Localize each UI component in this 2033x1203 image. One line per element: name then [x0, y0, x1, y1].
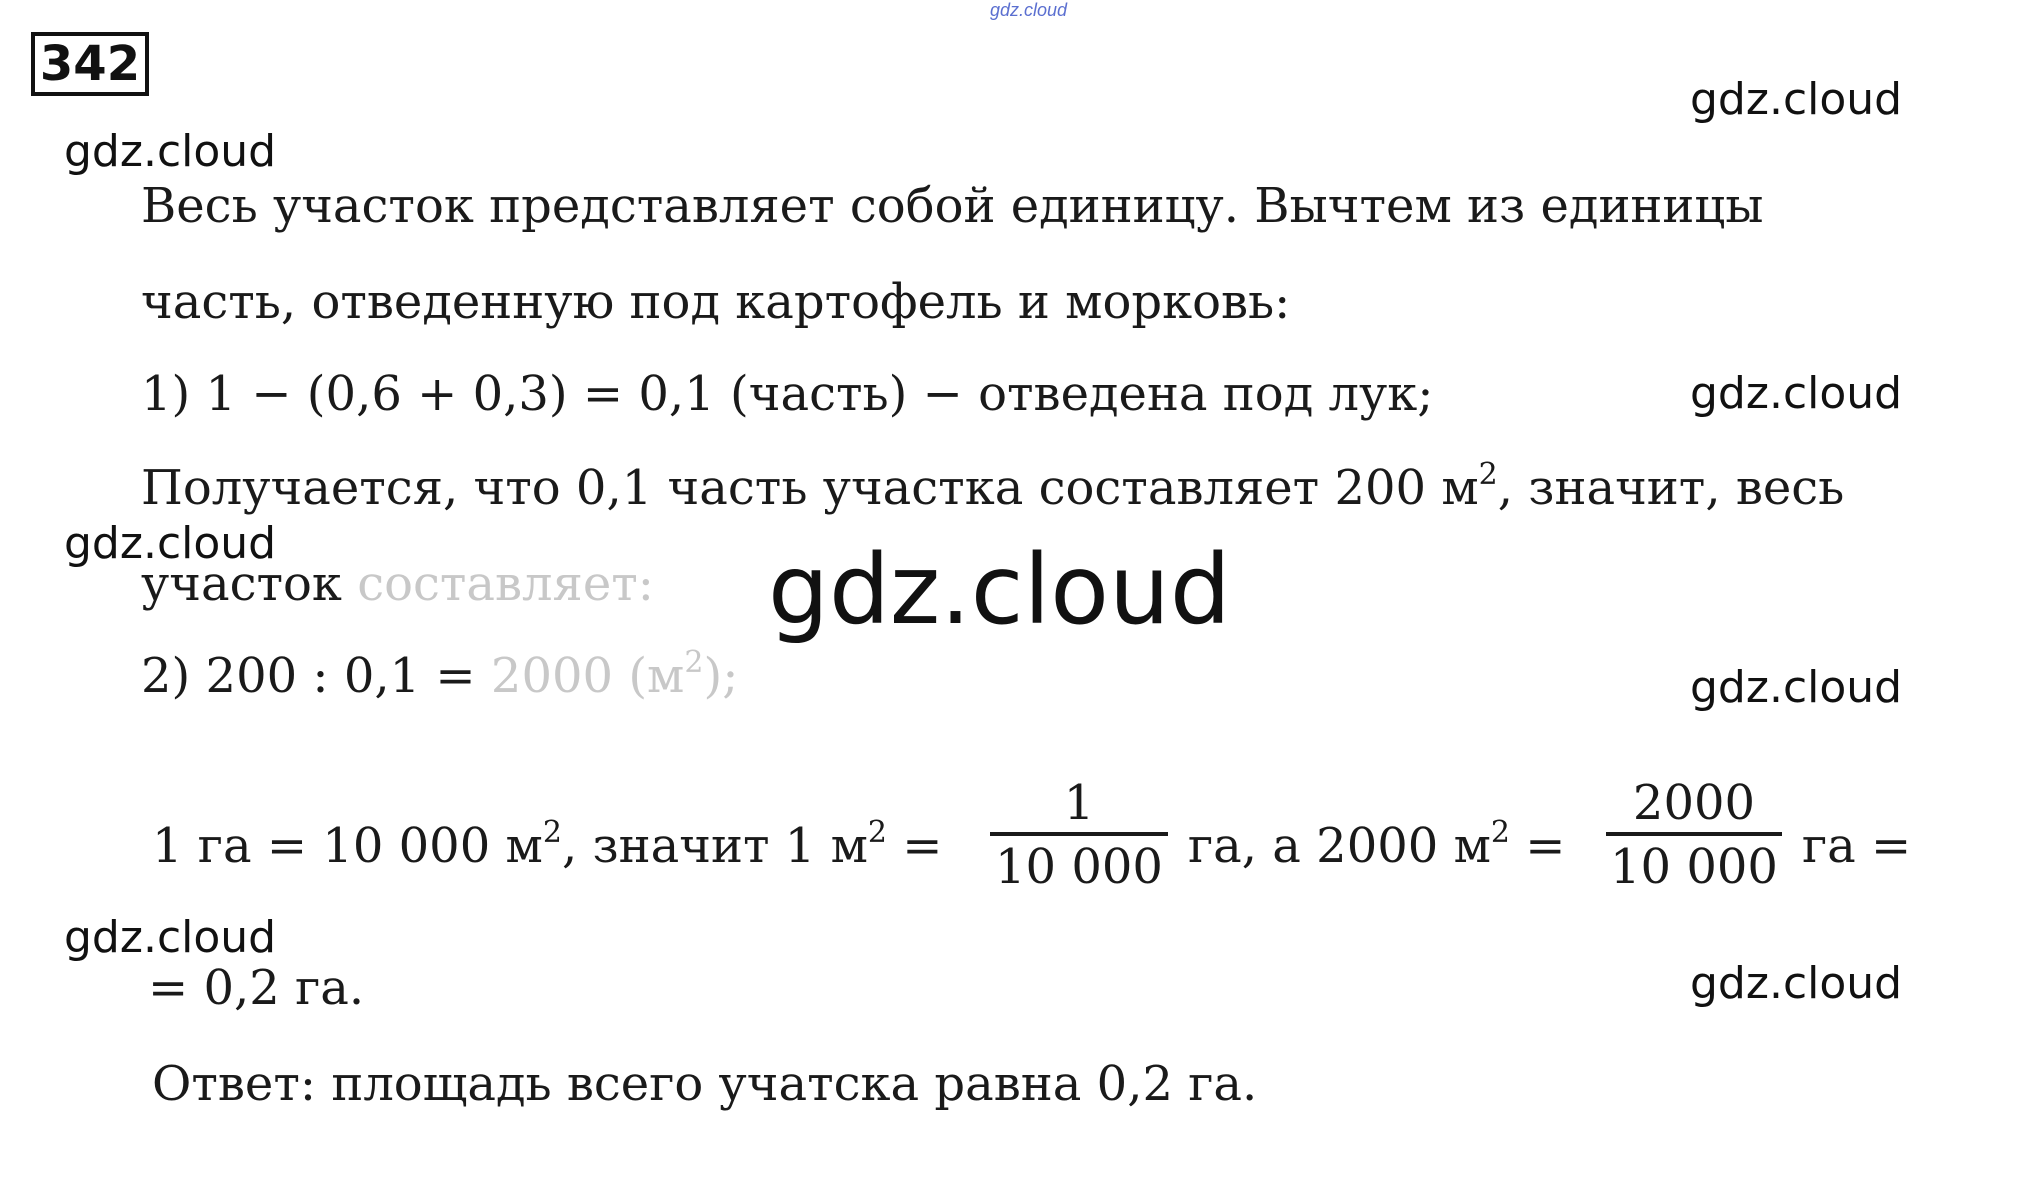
fraction-1-numerator: 1 [1063, 775, 1095, 831]
text-line-1: Весь участок представляет собой единицу. Вычтем из единицы [141, 178, 1764, 234]
watermark: gdz.cloud [64, 126, 277, 177]
equation-part-1: 1 га = 10 000 $м^2$, значит 1 $м^2$ = [152, 815, 943, 874]
watermark: gdz.cloud [64, 912, 277, 963]
fraction-2-denominator: 10 000 [1610, 839, 1778, 895]
step-2: 2) 200 : 0,1 = 2000 $(м^2)$; [141, 645, 739, 704]
text-line-5: участок составляет: [141, 556, 654, 612]
text-line-2: часть, отведенную под картофель и морковь: [141, 274, 1291, 330]
equation-part-3: га = [1802, 818, 1912, 874]
watermark: gdz.cloud [1690, 662, 1903, 713]
text-line-4: Получается, что 0,1 часть участка составляет 200 $м^2$, значит, весь [141, 457, 1845, 516]
fraction-2 [1606, 774, 1782, 894]
watermark: gdz.cloud [1690, 368, 1903, 419]
fraction-1 [990, 774, 1168, 894]
fraction-2-numerator: 2000 [1632, 775, 1756, 831]
equation-result: = 0,2 га. [148, 960, 365, 1016]
top-watermark: gdz.cloud [990, 0, 1068, 20]
problem-number: 342 [31, 32, 149, 96]
equation-part-2: га, а 2000 $м^2$ = [1188, 815, 1566, 874]
watermark: gdz.cloud [1690, 74, 1903, 125]
step-1: 1) 1 − (0,6 + 0,3) = 0,1 (часть) − отведена под лук; [141, 366, 1434, 422]
watermark: gdz.cloud [64, 518, 277, 569]
answer: Ответ: площадь всего учатска равна 0,2 га. [152, 1056, 1258, 1112]
watermark: gdz.cloud [1690, 958, 1903, 1009]
fraction-1-denominator: 10 000 [995, 839, 1163, 895]
watermark-large: gdz.cloud [768, 534, 1231, 646]
